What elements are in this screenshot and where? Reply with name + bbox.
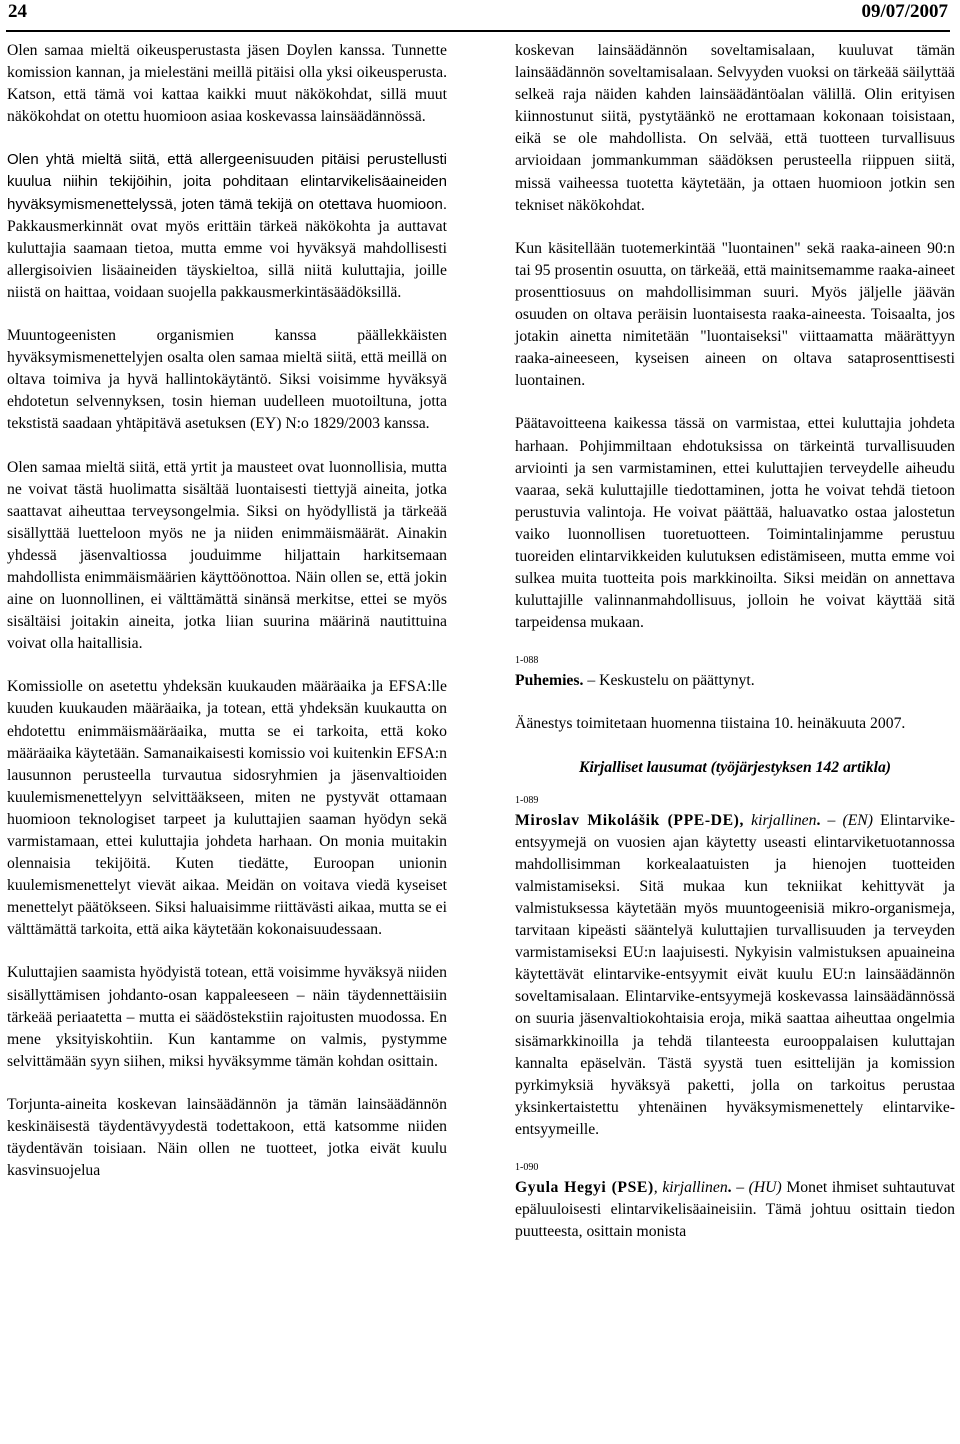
paragraph: Kuluttajien saamista hyödyistä totean, että voisimme hyväksyä niiden sisällyttämisen johdanto-osan kappaleeseen – näin täydennettäisiin tärkeää periaatetta – mutta ei säädöstekstiin rajoitusten muodossa. En mene yksityiskohtiin. Kun kantamme on valmis, pystymme selvittämään syyn siihen, miksi hyväksymme tämän kohdan osittain. [7,964,447,1070]
speaker-role-dot: . [727,1179,732,1197]
right-column [515,40,955,1264]
paragraph: Päätavoitteena kaikessa tässä on varmistaa, ettei kuluttajia johdeta harhaan. Pohjimmiltaan ehdotuksissa on tärkeintä turvallisuuden arviointi ja sen varmistaminen, ettei kuluttajien terveydelle aiheudu vaaraa, sekä kuluttajille tiedottaminen, jotta he voivat tehdä tietoon perustuvia valintoja. He voivat päättää, haluavatko ostaa jalostetun vaiko luonnollisen tuoretuotteen. Toimintalinjamme perustuu tuoreiden elintarvikkeiden kulutuksen edistämiseen, mutta emme voi sulkea muita tuotteita pois markkinoilta. Siksi meidän on annettava kuluttajille valinnanmahdollisuus, jolloin he voivat käyttää sitä tarpeidensa mukaan. [515,415,955,632]
statement-text: Elintarvike-entsyymejä on vuosien ajan käytetty useasti elintarviketuotannossa mahdollisimman korkealaatuisten ja hienojen tuotteiden valmistamiseksi. Sitä mukaa kun tekniikat kehittyvät ja valmistuksessa käytetään myös muuntogeenisiä mikro-organismeja, tarvitaan kipeästi sääntelyä kuluttajien turvallisuuden ja terveyden varmistamiseksi EU:n laajuisesti. Nykyisin valmistuksen apuaineina käytettävät elintarvike-entsyymit eivät kuulu EU:n lainsäädännön soveltamisalaan. Elintarvike-entsyymejä koskevassa lainsäädännössä on suuria jäsenvaltiokohtaisia eroja, mikä saattaa aiheuttaa ongelmia sisämarkkinoilla ja tehdä tilanteesta eurooppalaisen kuluttajan kannalta epäselvän. Tästä syystä tuen esittelijän ja komission pyrkimyksiä hyväksyä paketti, jolla on tarkoitus perustaa yksinkertaistettu yhtenäinen hyväksymismenettely elintarvike-entsyymeille. [515,811,956,1138]
paragraph: koskevan lainsäädännön soveltamisalaan, kuuluvat tämän lainsäädännön soveltamisalaan. Selvyyden vuoksi on tärkeää säilyttää selkeä raja näiden kahden lainsäädäntöalan välillä. Olin erityisen kiinnostunut siitä, pystytäänkö ne erottamaan kokonaan toisistaan, eikä se ole mahdollista. On selvää, että tuotteen turvallisuus arvioidaan jommankumman säädöksen perusteella riippuen siitä, missä vaiheessa tuotetta käytetään, ja ottaen huomioon jotkin sen tekniset näkökohdat. [515,42,955,214]
speaker-name: Miroslav Mikolášik (PPE-DE), [515,811,745,829]
left-column [7,40,447,1203]
item-reference: 1-089 [515,794,539,806]
language-tag: – (EN) [820,811,873,829]
vote-announcement: Äänestys toimitetaan huomenna tiistaina 10. heinäkuuta 2007. [515,715,906,733]
page-header [6,0,950,32]
item-reference: 1-090 [515,1162,539,1174]
paragraph: Olen samaa mieltä oikeusperustasta jäsen Doylen kanssa. Tunnette komission kannan, ja mielestäni meillä pitäisi olla yksi oikeusperusta. Katson, että tämä voi kattaa kaikki muut näkökohdat, sillä muut näkökohdat on otettu huomioon asiaa koskevassa lainsäädännössä. [7,42,447,126]
written-statement [515,810,955,1141]
statement-text: – Keskustelu on päättynyt. [583,672,755,690]
speaker-role: , kirjallinen [653,1179,728,1197]
president-statement [515,670,955,692]
speaker-name: Puhemies. [515,672,584,690]
speaker-name: Gyula Hegyi (PSE) [515,1179,654,1197]
paragraph [7,149,447,304]
written-statement [515,1177,955,1243]
paragraph-sans-part: Olen yhtä mieltä siitä, että allergeenisuuden pitäisi perustellusti kuulua niihin tekijöihin, joita pohditaan elintarvikelisäaineiden hyväksymismenettelyssä, joten tämä tekijä on otettava huomioon. [7,151,447,213]
speaker-role: kirjallinen [744,811,817,829]
item-reference: 1-088 [515,655,539,667]
section-heading: Kirjalliset lausumat (työjärjestyksen 142 artikla) [578,758,892,776]
paragraph: Torjunta-aineita koskevan lainsäädännön ja tämän lainsäädännön keskinäisestä täydentävyydestä todettakoon, että katsomme niiden täydentävän toisiaan. Näin ollen ne tuotteet, jotka eivät kuulu kasvinsuojelua [7,1095,447,1180]
paragraph: Kun käsitellään tuotemerkintää "luontainen" sekä raaka-aineen 90:n tai 95 prosentin osuutta, on tärkeää, että mainitsemamme raaka-aineet prosenttiosuus on mahdollisimman suuri. Myös jäljelle jäävän osuuden on oltava peräisin luontaisesta raaka-aineesta. Toisaalta, jos jotakin ainetta nimitetään "luontaiseksi" viittaamatta määrättyyn raaka-aineeseen, kyseisen aineen on oltava sataprosenttisesti luontainen. [515,239,955,390]
paragraph: Komissiolle on asetettu yhdeksän kuukauden määräaika ja EFSA:lle kuuden kuukauden määräaika, ja totean, että yhdeksän kuukautta on ehdotettu enimmäismääräaika, mutta se ei tarkoita, että koko määräaika käytetään. Samanaikaisesti komissio voi kuitenkin EFSA:n lausunnon perusteella turvautua sidosryhmien ja jäsenvaltioiden kuulemismenettelyyn selvittääkseen, miten ne pystyvät ottamaan huomioon teknologiset tarpeet ja kuluttajien saaman hyödyn sekä varmistamaan, ettei kuluttajia johdeta harhaan. On monia muitakin olennaisia tekijöitä. Kuten tiedätte, Euroopan unionin kuulemismenettelyt vievät aikaa. Meidän on voitava viedä kyseiset menettelyt päätökseen. Siksi haluaisimme riittävästi aikaa, mutta se ei välttämättä tarkoita, että aika käytetään kokonaisuudessaan. [7,678,447,939]
header-date: 09/07/2007 [861,1,948,22]
speaker-role-dot: . [816,811,821,829]
paragraph: Olen samaa mieltä siitä, että yrtit ja mausteet ovat luonnollisia, mutta ne voivat tästä huolimatta sisältää luontaisesti tiettyjä aineita, jotka saattavat aiheuttaa terveysongelmia. Siksi on hyödyllistä ja tärkeää sisällyttää luetteloon myös ne ja niiden enimmäismäärät. Ainakin yhdessä jäsenvaltiossa jouduimme hiljattain harkitsemaan mahdollista enimmäismäärien käyttöönottoa. Näin ollen se, että jokin aine on luonnollinen, ei välttämättä sinänsä merkitse, ettei se myös sisältäisi joitakin aineita, jotka liian suurina määrinä nautittuina voivat olla haitallisia. [7,458,447,653]
page-number: 24 [8,1,27,22]
statement-text: Monet ihmiset suhtautuvat epäluuloisesti elintarvikelisäaineisiin. Tämä johtuu osittain tiedon puutteesta, osittain monista [515,1179,955,1241]
paragraph-serif-part: Pakkausmerkinnät ovat myös erittäin tärkeä näkökohta ja auttavat kuluttajia saamaan tietoa, mutta emme voi hyväksyä mahdollisesti allergisoivien lisäaineiden täyskieltoa, sillä niitä kuluttajia, joille niistä on haittaa, voidaan suojella pakkausmerkintäsäädöksillä. [7,217,447,301]
language-tag: – (HU) [731,1179,782,1197]
paragraph: Muuntogeenisten organismien kanssa päällekkäisten hyväksymismenettelyjen osalta olen samaa mieltä siitä, että meillä on oltava toimiva ja hyvä hallintokäytäntö. Siksi voisimme hyväksyä ehdotetun selvennyksen, tosin hieman uudelleen muotoiltuna, jotta tekstistä saadaan yhtäpitävä asetuksen (EY) N:o 1829/2003 kanssa. [7,327,447,433]
